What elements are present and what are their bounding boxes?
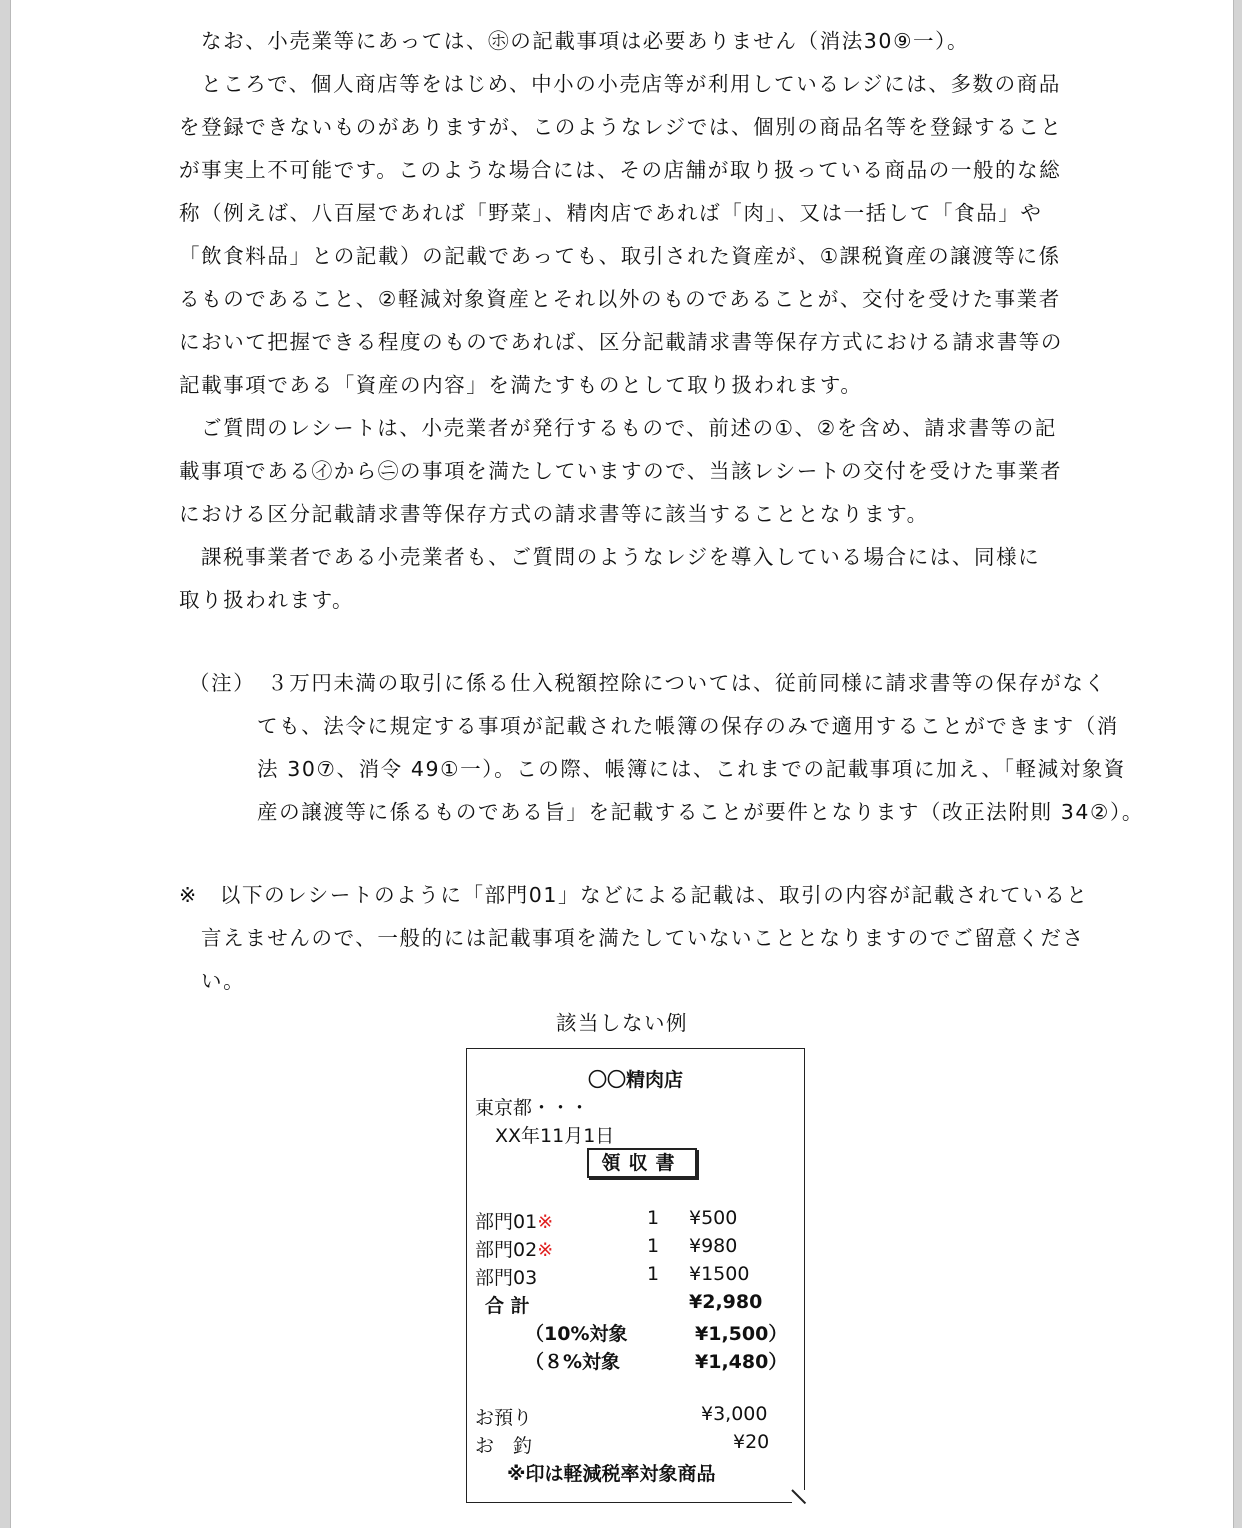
receipt-item-qty: 1: [647, 1207, 660, 1229]
receipt-tax10: ¥1,500）: [695, 1323, 788, 1345]
paragraph-1-line: なお、小売業等にあっては、㋭の記載事項は必要ありません（消法30⑨一）。: [201, 29, 970, 53]
receipt-store-name: 〇〇精肉店: [587, 1069, 683, 1091]
paragraph-2-line: を登録できないものがありますが、このようなレジでは、個別の商品名等を登録すること: [179, 115, 1063, 139]
receipt-item-qty: 1: [647, 1235, 660, 1257]
paragraph-2-line: るものであること、②軽減対象資産とそれ以外のものであることが、交付を受けた事業者: [179, 287, 1061, 311]
note-block: [179, 662, 1144, 834]
receipt-tax10-label: （10%対象: [525, 1323, 628, 1345]
document-page: [10, 0, 1234, 1528]
receipt-folded-corner: [792, 1490, 806, 1504]
receipt-item-amount: ¥500: [689, 1207, 738, 1229]
paragraph-2-line: 記載事項である「資産の内容」を満たすものとして取り扱われます。: [179, 373, 863, 397]
remark-block: [179, 874, 1129, 1003]
paragraph-2-line: ところで、個人商店等をはじめ、中小の小売店等が利用しているレジには、多数の商品: [201, 72, 1061, 96]
receipt-tax8: ¥1,480）: [695, 1351, 788, 1373]
paragraph-3-line: 載事項である㋑から㋥の事項を満たしていますので、当該レシートの交付を受けた事業者: [179, 459, 1063, 483]
receipt-item-amount: ¥980: [689, 1235, 738, 1257]
receipt-item-dept: 部門02※: [475, 1239, 554, 1261]
receipt-date: XX年11月1日: [495, 1125, 615, 1147]
receipt-change-label: お 釣: [475, 1435, 533, 1457]
receipt-illustration: [466, 1048, 805, 1503]
receipt-footnote: ※印は軽減税率対象商品: [507, 1463, 716, 1485]
example-caption: 該当しない例: [556, 1011, 688, 1035]
paragraph-3-line: における区分記載請求書等保存方式の請求書等に該当することとなります。: [179, 502, 929, 526]
reduced-rate-mark: ※: [537, 1211, 554, 1233]
receipt-total: ¥2,980: [689, 1291, 763, 1313]
receipt-received-label: お預り: [475, 1407, 533, 1429]
receipt-item-dept: 部門03: [475, 1267, 538, 1289]
receipt-tax8-label: （８%対象: [525, 1351, 621, 1373]
remark-line: い。: [201, 969, 246, 993]
receipt-item-dept: 部門01※: [475, 1211, 554, 1233]
receipt-item-qty: 1: [647, 1263, 660, 1285]
remark-line: ※ 以下のレシートのように「部門01」などによる記載は、取引の内容が記載されていると: [179, 883, 1089, 907]
paragraph-2-line: において把握できる程度のものであれば、区分記載請求書等保存方式における請求書等の: [179, 330, 1063, 354]
note-line: 法 30⑦、消令 49①一）。この際、帳簿には、これまでの記載事項に加え、「軽減対象資: [257, 757, 1126, 781]
paragraph-3-line: ご質問のレシートは、小売業者が発行するもので、前述の①、②を含め、請求書等の記: [201, 416, 1057, 440]
receipt-total-label: 合 計: [485, 1295, 530, 1317]
note-line: 産の譲渡等に係るものである旨」を記載することが要件となります（改正法附則 34②）。: [257, 800, 1144, 824]
reduced-rate-mark: ※: [537, 1239, 554, 1261]
receipt-item-amount: ¥1500: [689, 1263, 750, 1285]
paragraph-4-line: 取り扱われます。: [179, 588, 355, 612]
note-line: （注） ３万円未満の取引に係る仕入税額控除については、従前同様に請求書等の保存がなく: [189, 671, 1107, 695]
paragraph-4-line: 課税事業者である小売業者も、ご質問のようなレジを導入している場合には、同様に: [201, 545, 1041, 569]
receipt-change: ¥20: [733, 1431, 770, 1453]
paragraph-2-line: 「飲食料品」との記載）の記載であっても、取引された資産が、①課税資産の譲渡等に係: [179, 244, 1061, 268]
note-line: ても、法令に規定する事項が記載された帳簿の保存のみで適用することができます（消: [257, 714, 1119, 738]
remark-line: 言えませんので、一般的には記載事項を満たしていないこととなりますのでご留意くださ: [201, 926, 1085, 950]
receipt-received: ¥3,000: [701, 1403, 768, 1425]
receipt-title-box: 領収書: [587, 1148, 697, 1178]
paragraph-2-line: が事実上不可能です。このような場合には、その店舗が取り扱っている商品の一般的な総: [179, 158, 1062, 182]
receipt-address: 東京都・・・: [475, 1097, 590, 1119]
paragraph-2-line: 称（例えば、八百屋であれば「野菜」、精肉店であれば「肉」、又は一括して「食品」や: [179, 201, 1043, 225]
document-body: [179, 20, 1144, 1003]
